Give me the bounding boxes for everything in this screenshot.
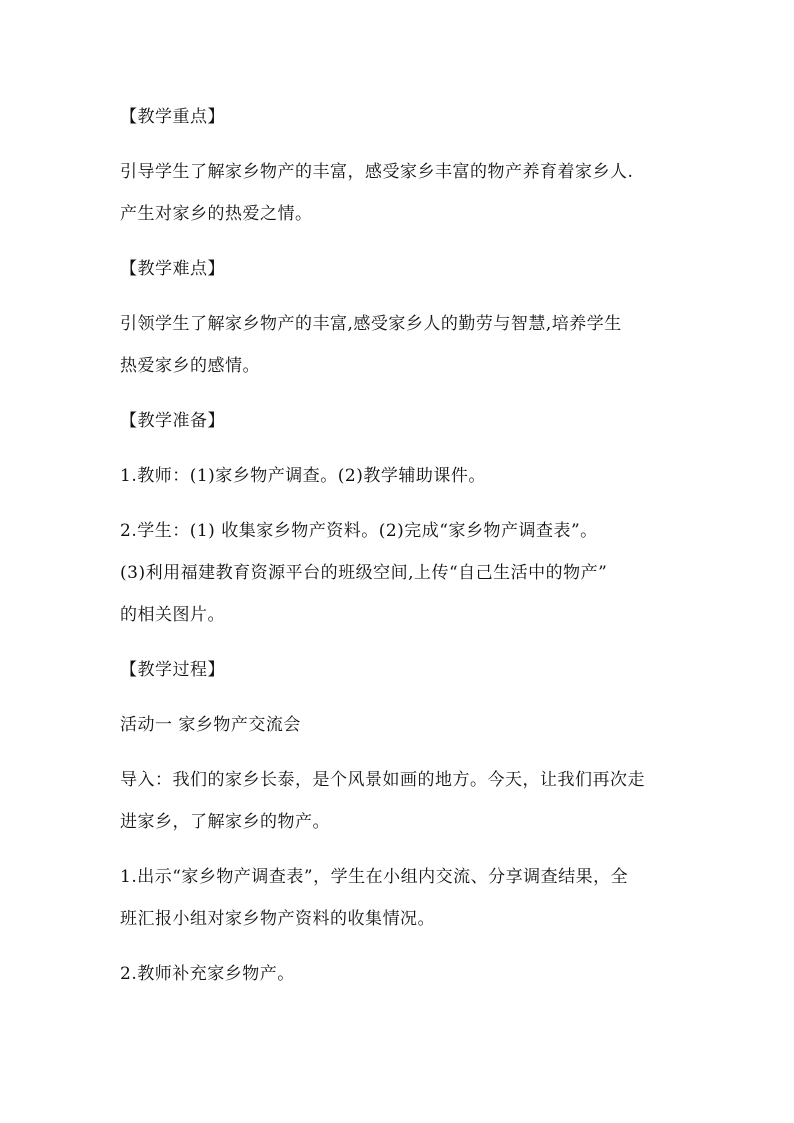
heading-key-points: 【教学重点】: [120, 107, 225, 127]
preparation-item-2-continued-2: 的相关图片。: [120, 605, 225, 625]
preparation-item-1: 1.教师：(1)家乡物产调查。(2)教学辅助课件。: [120, 466, 486, 486]
activity-1-title: 活动一 家乡物产交流会: [120, 715, 301, 735]
step-1-line-2: 班汇报小组对家乡物产资料的收集情况。: [120, 909, 435, 929]
key-points-line-2: 产生对家乡的热爱之情。: [120, 204, 313, 224]
step-1-line-1: 1.出示“家乡物产调查表”，学生在小组内交流、分享调查结果，全: [120, 867, 629, 887]
difficulties-line-2: 热爱家乡的感情。: [120, 356, 260, 376]
key-points-line-1: 引导学生了解家乡物产的丰富，感受家乡丰富的物产养育着家乡人.: [120, 162, 634, 182]
step-2: 2.教师补充家乡物产。: [120, 964, 295, 984]
intro-line-1: 导入：我们的家乡长泰，是个风景如画的地方。今天，让我们再次走: [120, 770, 645, 790]
heading-difficulties: 【教学难点】: [120, 259, 225, 279]
preparation-item-2-continued: (3)利用福建教育资源平台的班级空间,上传“自己生活中的物产”: [120, 563, 608, 583]
heading-preparation: 【教学准备】: [120, 411, 225, 431]
heading-process: 【教学过程】: [120, 660, 225, 680]
preparation-item-2: 2.学生：(1) 收集家乡物产资料。(2)完成“家乡物产调查表”。: [120, 521, 598, 541]
intro-line-2: 进家乡，了解家乡的物产。: [120, 812, 330, 832]
difficulties-line-1: 引领学生了解家乡物产的丰富,感受家乡人的勤劳与智慧,培养学生: [120, 314, 622, 334]
